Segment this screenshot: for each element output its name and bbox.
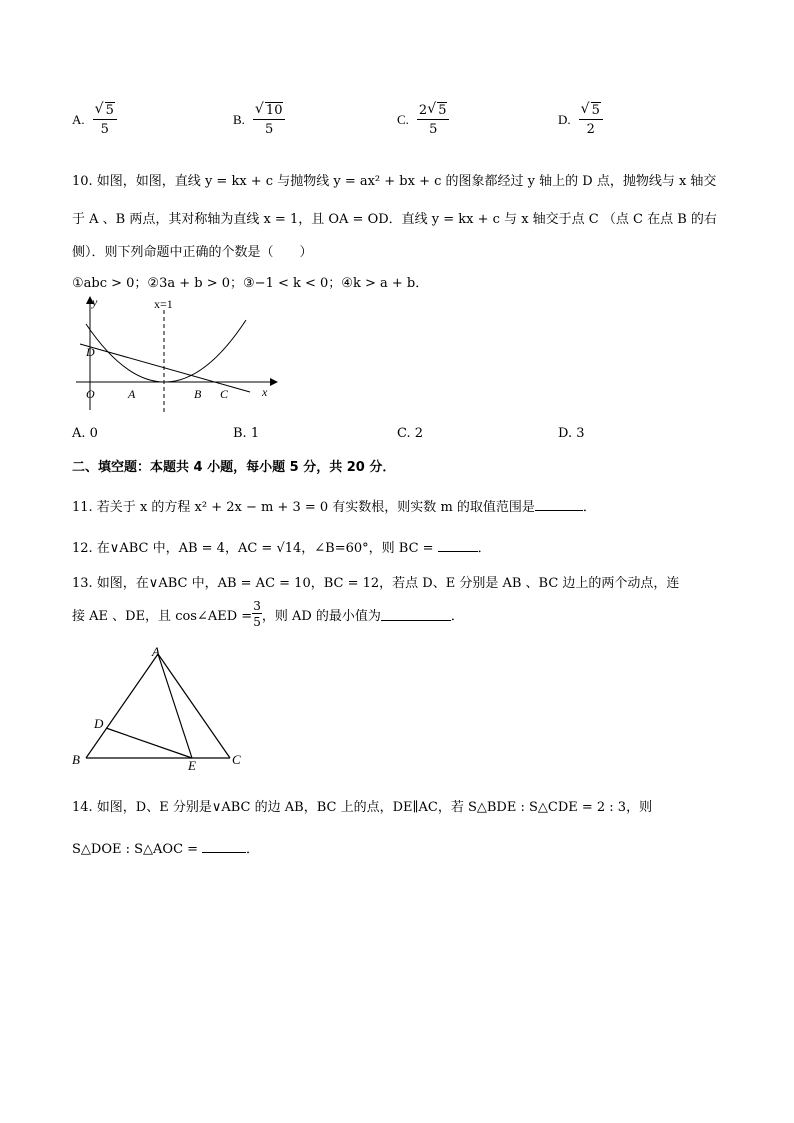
q12: 12. 在∨ABC 中，AB = 4，AC = √14，∠B=60°，则 BC = ． <box>72 537 491 556</box>
q13-answer-blank <box>381 607 451 621</box>
q14-line2: S△DOE : S△AOC = ． <box>72 838 259 857</box>
q9-option-c: C. $\frac{2√ 5}{5}$ <box>397 104 449 136</box>
q13-line1: 13. 如图，在∨ABC 中，AB = AC = 10，BC = 12，若点 D、E 分别是 AB 、BC 边上的两个动点，连 <box>72 576 680 591</box>
q10-option-c: C. 2 <box>397 426 424 441</box>
q13-fraction: $\frac{3}{5}$ <box>253 599 261 629</box>
label-a: A <box>128 387 136 401</box>
section-heading: 二、填空题：本题共 4 小题，每小题 5 分，共 20 分． <box>72 460 396 475</box>
label-x: x <box>262 385 268 399</box>
q9-option-b: B. √ $\frac{10}{5}$ <box>233 104 285 136</box>
q10-line3: 侧）．则下列命题中正确的个数是（ ） <box>72 245 313 260</box>
q11: 11. 若关于 x 的方程 x² + 2x − m + 3 = 0 有实数根，则实数 m 的取值范围是 ． <box>72 496 596 515</box>
q10-option-b: B. 1 <box>233 426 260 441</box>
q14-line1: 14. 如图，D、E 分别是∨ABC 的边 AB，BC 上的点，DE∥AC，若 S△BDE : S△CDE = 2 : 3，则 <box>72 800 653 815</box>
label-y: y <box>92 295 98 309</box>
q10-parabola-graph <box>72 292 282 412</box>
label-c: C <box>220 387 229 401</box>
q10-option-a: A. 0 <box>72 426 98 441</box>
q10-option-d: D. 3 <box>558 426 585 441</box>
tri-label-e: E <box>188 758 196 773</box>
q10-line2: 于 A 、B 两点，其对称轴为直线 x = 1，且 OA = OD．直线 y = kx + c 与 x 轴交于点 C （点 C 在点 B 的右 <box>72 212 717 227</box>
tri-label-d: D <box>94 716 104 731</box>
q13-line2: 接 AE 、DE，且 cos∠AED = $\frac{3}{5}$ ，则 AD 的最小值为 ． <box>72 599 464 629</box>
parabola-curve <box>86 320 246 382</box>
straight-line <box>80 344 250 392</box>
label-d: D <box>86 345 95 359</box>
tri-label-c: C <box>232 752 241 767</box>
label-axis: x=1 <box>154 297 173 311</box>
q10-conditions: ①abc > 0；②3a + b > 0；③−1 < k < 0；④k > a + b． <box>72 276 429 291</box>
q9-option-d: D. √ $\frac{5}{2}$ <box>558 104 603 136</box>
q11-answer-blank <box>535 497 583 511</box>
x-axis-arrow <box>270 378 278 386</box>
q13-triangle-figure <box>68 644 258 774</box>
tri-label-b: B <box>72 752 80 767</box>
label-o: O <box>86 387 95 401</box>
q10-line1: 10. 如图，如图，直线 y = kx + c 与抛物线 y = ax² + bx + c 的图象都经过 y 轴上的 D 点，抛物线与 x 轴交 <box>72 174 717 189</box>
label-b: B <box>194 387 202 401</box>
q9-option-a: A. √ $\frac{5}{5}$ <box>72 104 117 136</box>
q14-answer-blank <box>202 839 246 853</box>
tri-label-a: A <box>152 644 160 659</box>
q12-answer-blank <box>438 538 478 552</box>
